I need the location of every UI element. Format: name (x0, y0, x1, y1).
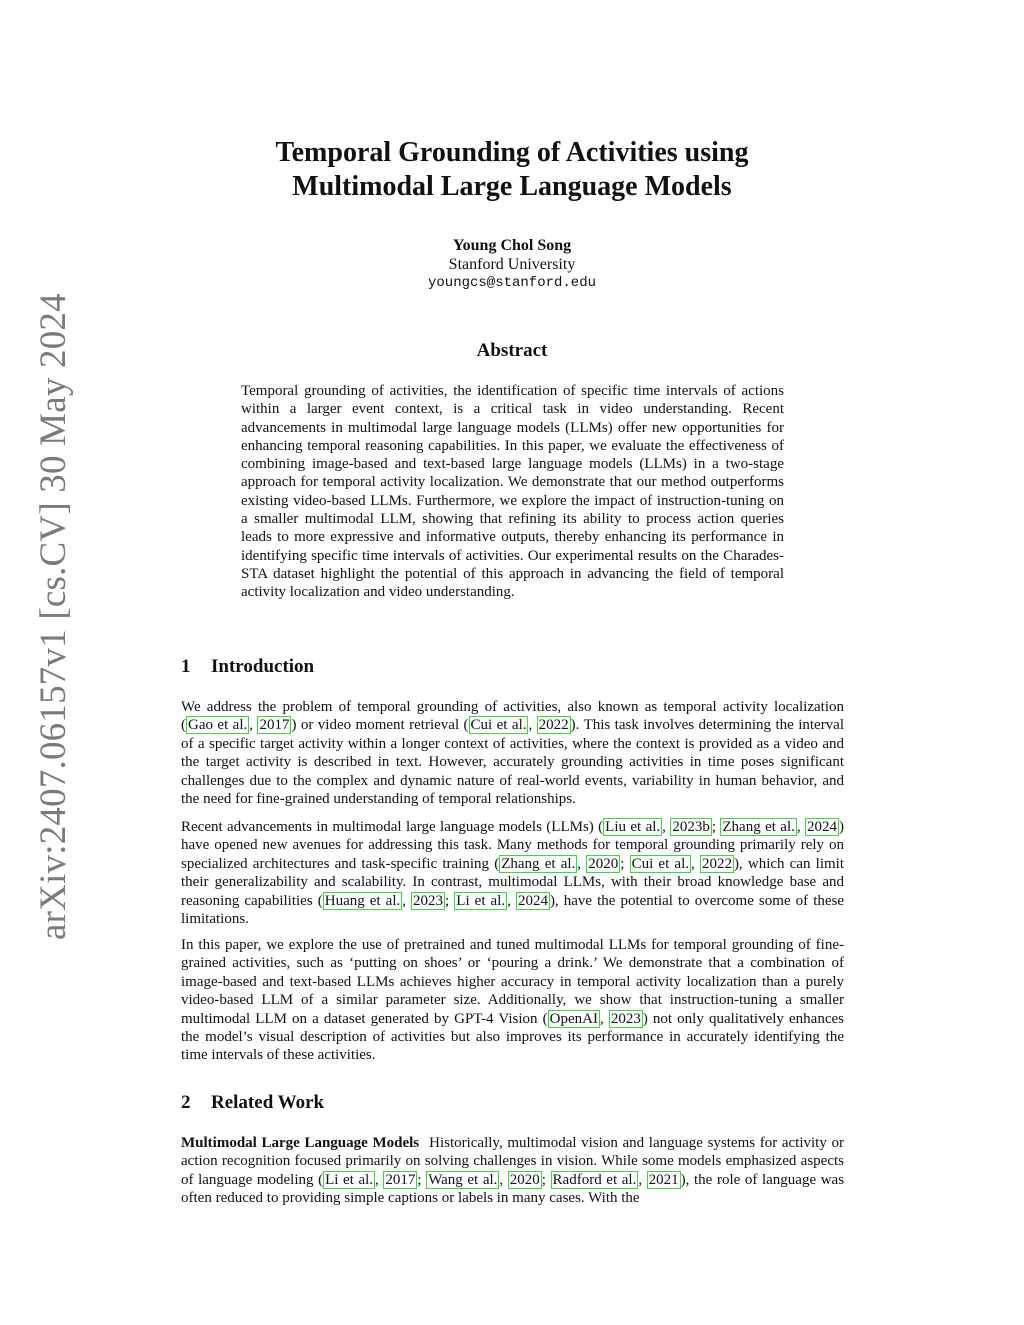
citation-link[interactable]: Wang et al. (428, 1171, 498, 1188)
title-line-1: Temporal Grounding of Activities using (275, 137, 749, 168)
section-2-heading (181, 1092, 324, 1114)
abstract-heading: Abstract (476, 340, 548, 361)
section-2-number: 2 (181, 1092, 191, 1113)
runin-heading: Multimodal Large Language Models (181, 1135, 420, 1151)
citation-link[interactable]: Cui et al. (631, 855, 689, 872)
citation-year-link[interactable]: 2023 (610, 1010, 641, 1027)
author-block (0, 236, 1024, 293)
author-name: Young Chol Song (452, 237, 572, 254)
intro-paragraph-2: Recent advancements in multimodal large language models (LLMs) ( Liu et al. , 2023b ; Zhang et al. , 2024 ) have opened new avenues for addressing this task. Many methods for temporal grounding primarily rely on specialized architectures and task-specific training ( Zhang et al. , 2020 ; Cui et al. , 2022 ), which can limit their generalizability and scalability. In contrast, multimodal LLMs, with their broad knowledge base and reasoning capabilities ( Huang et al. , 2023 ; Li et al. , 2024 ), have the potential to overcome some of these limitations. (181, 819, 845, 928)
citation-year-link[interactable]: 2020 (509, 1171, 540, 1188)
section-1-title: Introduction (211, 656, 315, 677)
citation-year-link[interactable]: 2017 (259, 717, 290, 734)
section-1-number: 1 (181, 656, 191, 677)
paper-title (0, 136, 1024, 204)
citation-year-link[interactable]: 2022 (538, 717, 569, 734)
citation-link[interactable]: Zhang et al. (501, 855, 576, 872)
citation-link[interactable]: Li et al. (325, 1171, 374, 1188)
intro-paragraph-1: We address the problem of temporal grounding of activities, also known as temporal activity localization ( Gao et al. , 2017 ) or video moment retrieval ( Cui et al. , 2022 ). This task involves determining the interval of a specific target activity within a longer context of activities, where the context is provided as a video and the target activity is described in text. However, accurately grounding activities in time poses significant challenges due to the complex and dynamic nature of real-world events, variability in human behavior, and the need for fine-grained understanding of temporal relationships. (181, 699, 845, 808)
citation-year-link[interactable]: 2024 (517, 892, 548, 909)
citation-year-link[interactable]: 2021 (648, 1171, 679, 1188)
citation-link[interactable]: OpenAI (549, 1010, 598, 1027)
citation-link[interactable]: Gao et al. (188, 717, 248, 734)
title-line-2: Multimodal Large Language Models (292, 171, 732, 202)
citation-link[interactable]: Huang et al. (324, 892, 401, 909)
citation-link[interactable]: Liu et al. (605, 819, 661, 835)
citation-year-link[interactable]: 2023 (413, 892, 444, 909)
abstract-body: Temporal grounding of activities, the identification of specific time intervals of actions within a larger event context, is a critical task in video understanding. Recent advancements in multimodal large language models (LLMs) offer new opportunities for enhancing temporal reasoning capabilities. In this paper, we evaluate the effectiveness of combining image-based and text-based large language models (LLMs) in a two-stage approach for temporal activity localization. We demonstrate that our method outperforms existing video-based LLMs. Furthermore, we explore the impact of instruction-tuning on a smaller multimodal LLM, showing that refining its ability to process action queries leads to more expressive and informative outputs, thereby enhancing its performance in identifying specific time intervals of activities. Our experimental results on the Charades-STA dataset highlight the potential of this approach in advancing the field of temporal activity localization and video understanding. (241, 383, 784, 601)
section-1-heading (181, 656, 314, 678)
citation-year-link[interactable]: 2017 (385, 1171, 416, 1188)
citation-year-link[interactable]: 2023b (672, 819, 710, 835)
author-email[interactable]: youngcs@stanford.edu (427, 275, 597, 291)
citation-link[interactable]: Radford et al. (552, 1171, 637, 1188)
section-2-title: Related Work (211, 1092, 325, 1113)
citation-year-link[interactable]: 2022 (701, 855, 732, 872)
citation-year-link[interactable]: 2024 (807, 819, 838, 835)
intro-paragraph-3: In this paper, we explore the use of pretrained and tuned multimodal LLMs for temporal grounding of fine-grained activities, such as ‘putting on shoes’ or ‘pouring a drink.’ We demonstrate that a combination of image-based and text-based LLMs achieves higher accuracy in temporal activity localization than a purely video-based LLM of a similar parameter size. Additionally, we show that instruction-tuning a smaller multimodal LLM on a dataset generated by GPT-4 Vision ( OpenAI , 2023 ) not only qualitatively enhances the model’s visual description of activities but also improves its performance in accurately identifying the time intervals of these activities. (181, 937, 844, 1064)
related-work-paragraph-1: Multimodal Large Language Models Historically, multimodal vision and language systems for activity or action recognition focused primarily on solving challenges in vision. While some models emphasized aspects of language modeling ( Li et al. , 2017 ; Wang et al. , 2020 ; Radford et al. , 2021 ), the role of language was often reduced to providing simple captions or labels in many cases. With the (181, 1135, 845, 1207)
citation-link[interactable]: Zhang et al. (722, 819, 795, 835)
citation-year-link[interactable]: 2020 (588, 855, 619, 872)
citation-link[interactable]: Cui et al. (470, 717, 527, 734)
citation-link[interactable]: Li et al. (456, 892, 506, 909)
arxiv-identifier: arXiv:2407.06157v1 [cs.CV] 30 May 2024 (33, 293, 74, 940)
author-affiliation: Stanford University (448, 256, 576, 273)
